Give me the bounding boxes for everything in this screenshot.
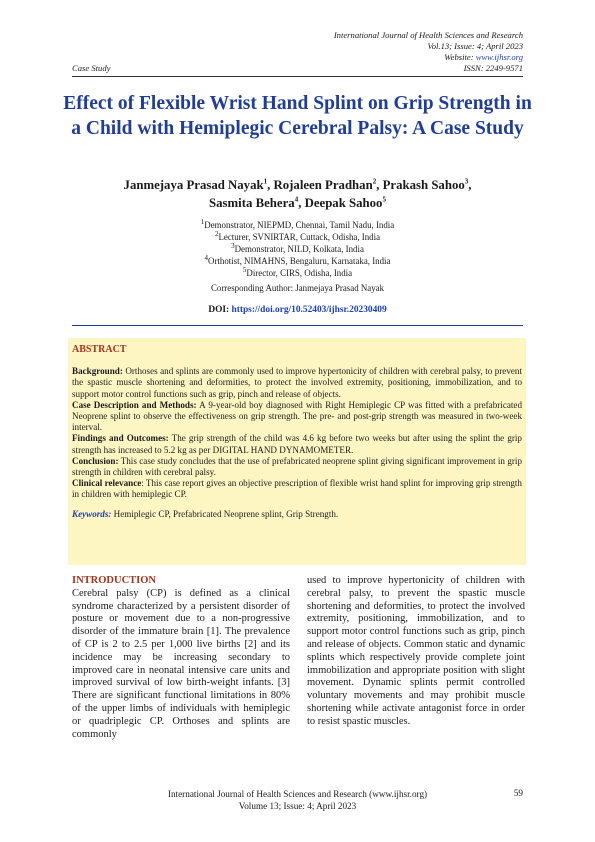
website-line — [223, 52, 523, 63]
introduction-text-left: Cerebral palsy (CP) is defined as a clinical syndrome characterized by a persistent disorder of posture or movement due to a non-progressive disorder of the immature brain [1]. The prevalence of CP is 2 to 2.5 per 1,000 live births [2] and its incidence may be increasing secondary to improved care in neonatal intensive care units and improved survival of low birth-weight infants. [3] There are significant functional limitations in 80% of the upper limbs of individuals with hemiplegic or quadriplegic CP. Orthoses and splints are commonly — [72, 587, 290, 740]
abstract-conclusion: Conclusion: This case study concludes that the use of prefabricated neoprene splint giving significant improvement in grip strength in children with cerebral palsy. — [72, 455, 522, 478]
keywords: Keywords: Hemiplegic CP, Prefabricated Neoprene splint, Grip Strength. — [72, 508, 339, 519]
abstract-clinical-relevance: Clinical relevance: This case report gives an objective prescription of flexible wrist hand splint for improving grip strength in children with hemiplegic CP. — [72, 478, 522, 500]
introduction-heading: INTRODUCTION — [72, 575, 157, 586]
body-column-right — [307, 575, 525, 729]
author: Prakash Sahoo$^3$, — [382, 177, 472, 192]
corresponding-author: Corresponding Author: Janmejaya Prasad Nayak — [210, 283, 385, 293]
abstract-heading: ABSTRACT — [72, 344, 127, 355]
author: Janmejaya Prasad Nayak$^1$, — [123, 177, 274, 192]
title-divider — [72, 325, 523, 326]
affiliation: $^2$Lecturer, SVNIRTAR, Cuttack, Odisha, India — [214, 230, 381, 242]
abstract-methods: Case Description and Methods: A 9-year-old boy diagnosed with Right Hemiplegic CP was fitted with a prefabricated Neoprene splint to observe the effectiveness on grip strength. The pre- and post-grip strength was measured in two-week interval. — [72, 399, 522, 433]
page-footer — [72, 788, 523, 812]
doi-label: DOI: — [208, 305, 230, 315]
article-type: Case Study — [72, 63, 111, 73]
footer-journal: International Journal of Health Sciences and Research (www.ijhsr.org) — [167, 789, 428, 799]
header-divider — [72, 76, 523, 77]
doi-line — [72, 305, 523, 315]
author: Sasmita Behera$^4$, — [209, 195, 305, 210]
author-list — [72, 176, 523, 212]
body-column-left — [72, 575, 290, 741]
issn: ISSN: 2249-9571 — [463, 63, 523, 73]
volume-issue: Vol.13; Issue: 4; April 2023 — [427, 41, 523, 51]
author: Deepak Sahoo$^5$ — [304, 195, 386, 210]
affiliation-list — [72, 219, 523, 279]
journal-header — [223, 30, 523, 74]
abstract-box — [68, 338, 526, 565]
abstract-findings: Findings and Outcomes: The grip strength of the child was 4.6 kg before two weeks but after using the splint the grip strength has increased to 5.2 kg as per DIGITAL HAND DYNAMOMETER. — [72, 433, 522, 455]
paper-title: Effect of Flexible Wrist Hand Splint on Grip Strength in a Child with Hemiplegic Cerebral Palsy: A Case Study — [63, 93, 532, 139]
website-link[interactable]: www.ijhsr.org — [475, 52, 523, 62]
author: Rojaleen Pradhan$^2$, — [273, 177, 383, 192]
introduction-text-right: used to improve hypertonicity of children with cerebral palsy, to prevent the spastic muscle shortening and deformities, to protect the involved extremity, positioning, immobilization, and to support motor control functions such as grip, pinch and release of objects. Common static and dynamic splints which respectively provide complete joint immobilization and appropriate position with slight movement. Dynamic splints permit controlled voluntary movements and may prohibit muscle shortening while activate antagonist force in order to resist spastic muscles. — [307, 575, 525, 727]
affiliation: $^4$Orthotist, NIMAHNS, Bengaluru, Karnataka, India — [204, 254, 391, 266]
affiliation: $^1$Demonstrator, NIEPMD, Chennai, Tamil Nadu, India — [200, 218, 395, 230]
affiliation: $^5$Director, CIRS, Odisha, India — [242, 266, 353, 278]
footer-volume: Volume 13; Issue: 4; April 2023 — [238, 801, 357, 811]
doi-link[interactable]: https://doi.org/10.52403/ijhsr.20230409 — [231, 305, 387, 315]
abstract-background: Background: Orthoses and splints are commonly used to improve hypertonicity of children with cerebral palsy, to prevent the spastic muscle shortening and deformities, to protect the involved extremity, positioning, immobilization, and to support motor control functions such as grip, pinch and release of objects. — [72, 366, 522, 399]
affiliation: $^3$Demonstrator, NILD, Kolkata, India — [231, 242, 364, 254]
website-label: Website: — [444, 52, 474, 62]
journal-name: International Journal of Health Sciences and Research — [333, 30, 523, 40]
page-number: 59 — [513, 788, 523, 798]
